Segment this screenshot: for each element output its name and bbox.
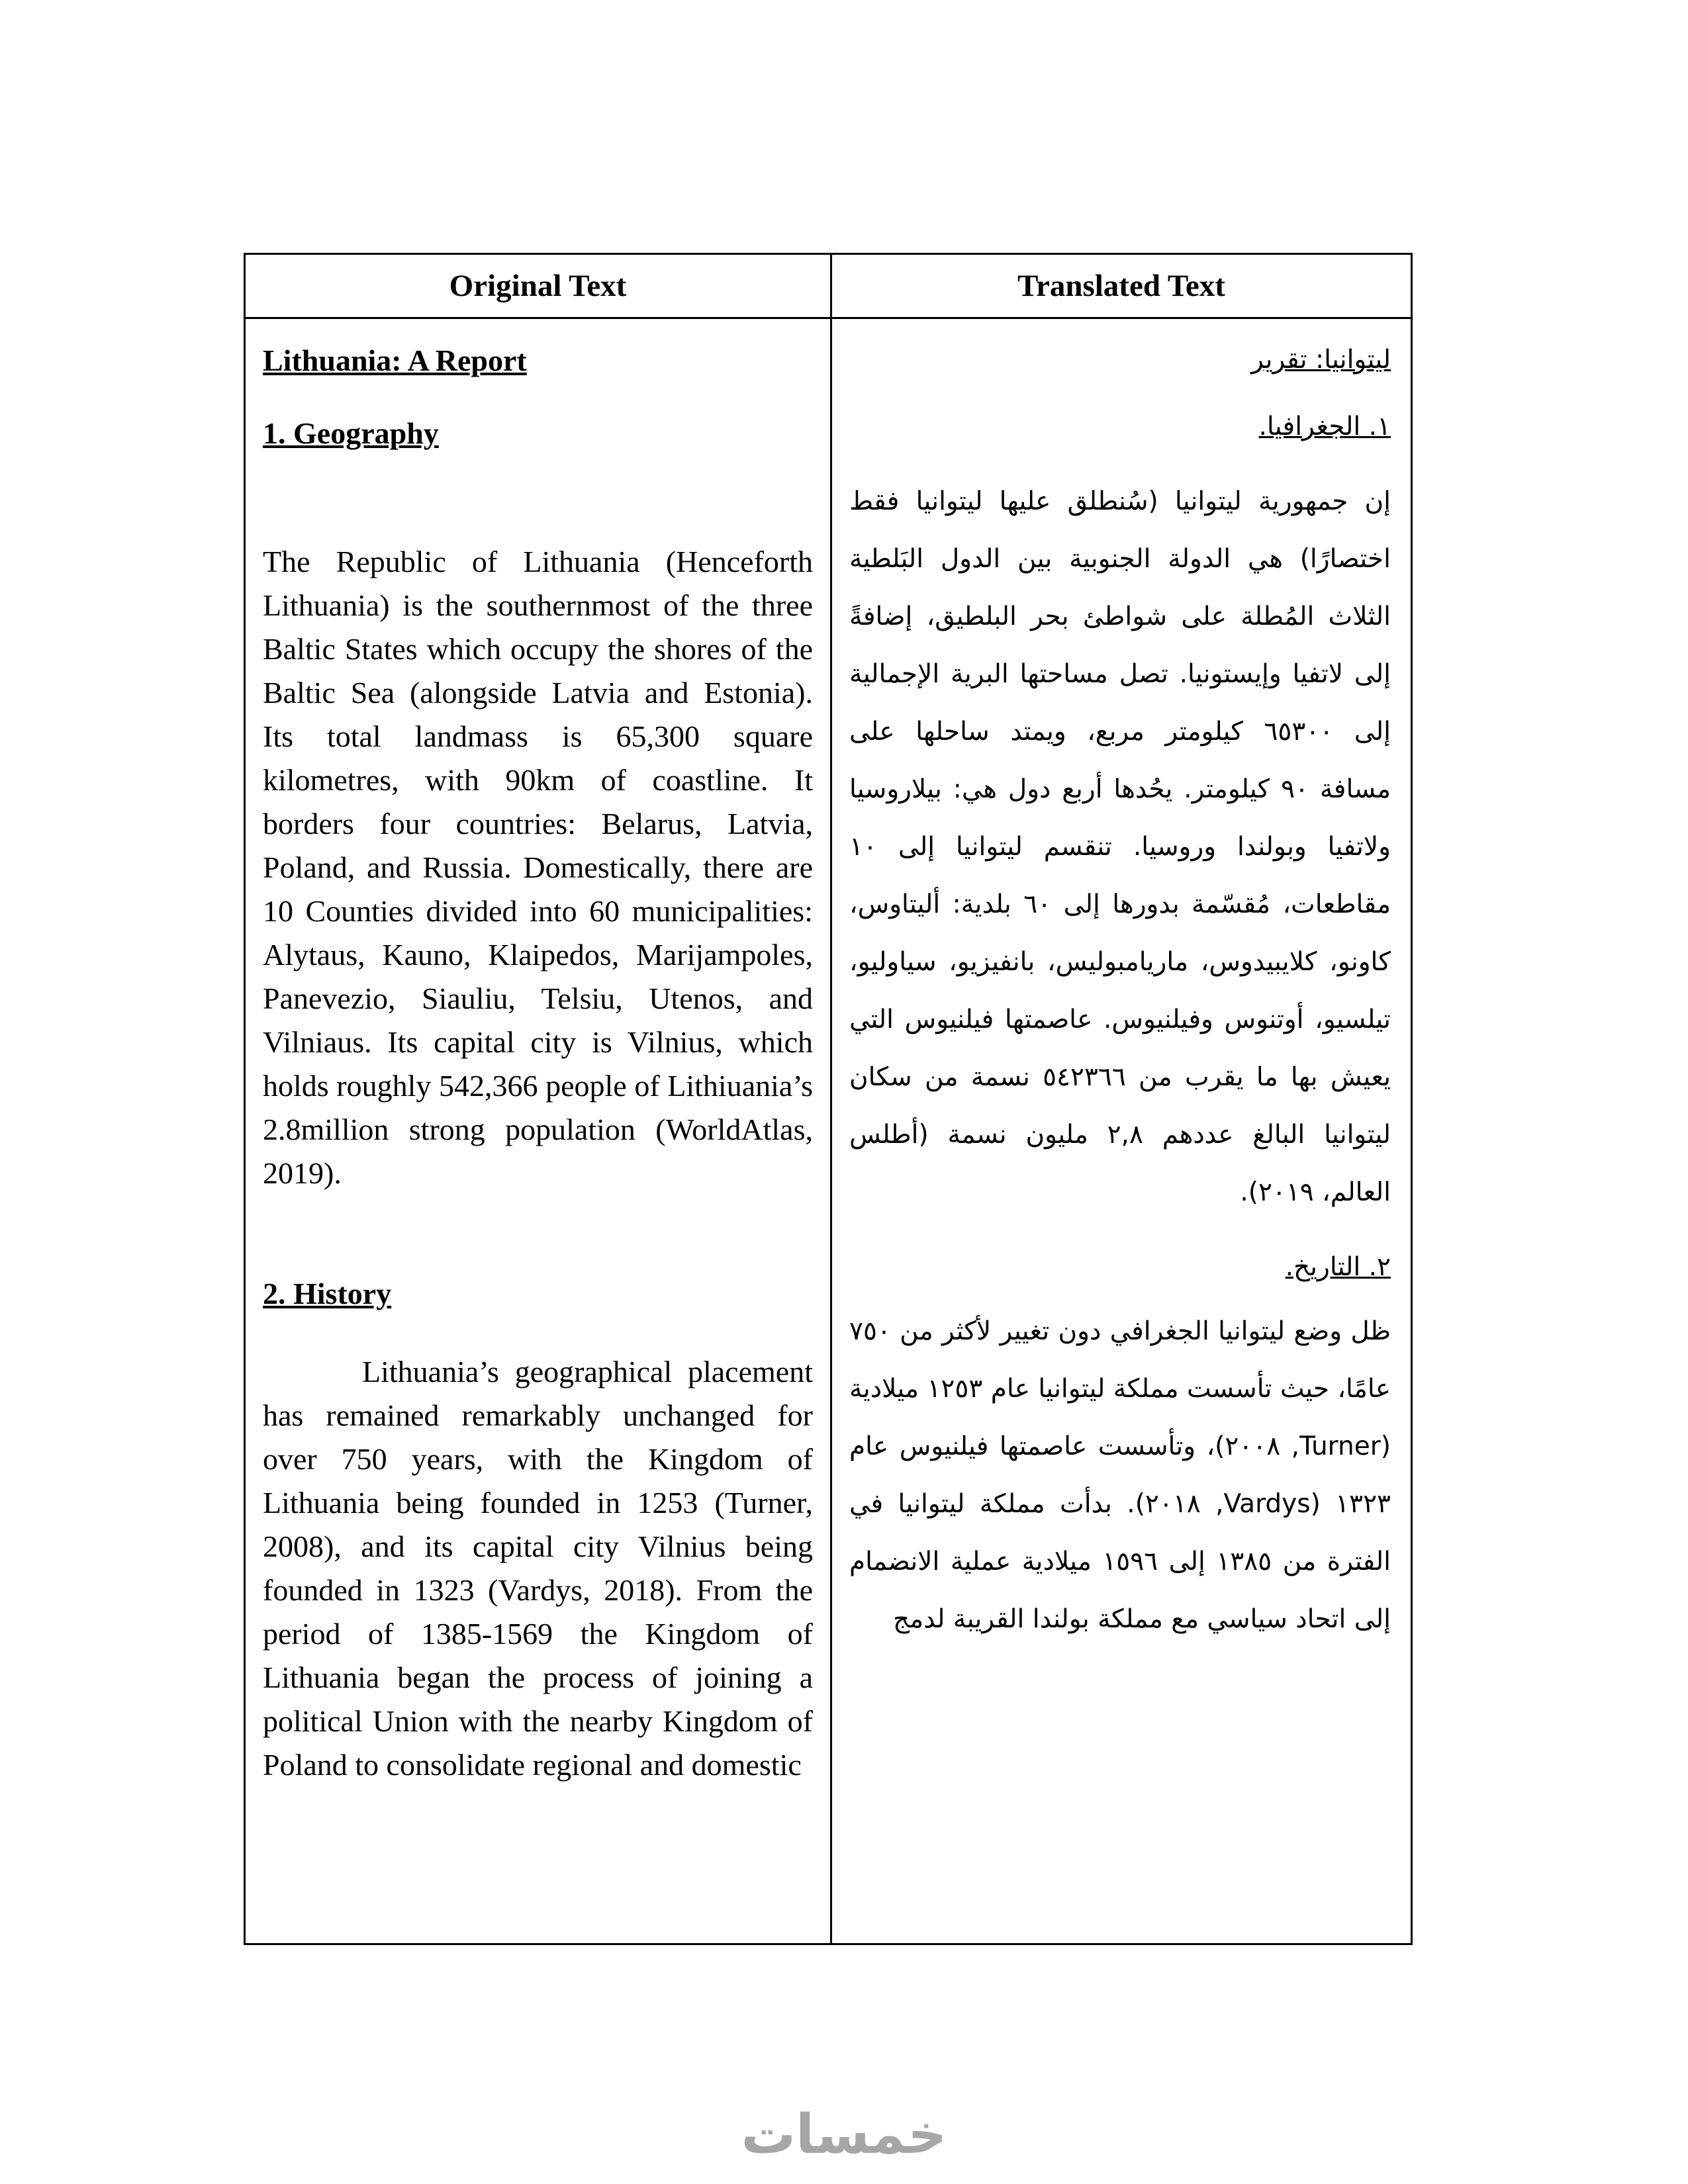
history-section-heading-arabic: ٢. التاريخ.: [1285, 1252, 1391, 1282]
report-title: Lithuania: A Report: [263, 343, 527, 377]
translated-text-cell: [832, 319, 1411, 1943]
khamsat-watermark: [0, 2103, 1688, 2166]
history-paragraph: Lithuania’s geographical placement has remained remarkably unchanged for over 750 years, with the Kingdom of Lithuania being founded in 1253 (Turner, 2008), and its capital city Vilnius being founded in 1323 (Vardys, 2018). From the period of 1385-1569 the Kingdom of Lithuania began the process of joining a political Union with the nearby Kingdom of Poland to consolidate regional and domestic: [263, 1355, 813, 1782]
khamsat-logo-text: خمسات: [741, 2103, 947, 2166]
history-paragraph-arabic: ظل وضع ليتوانيا الجغرافي دون تغيير لأكثر من ٧٥٠ عامًا، حيث تأسست مملكة ليتوانيا عام ١٢٥٣ ميلادية (Turner, ٢٠٠٨)، وتأسست عاصمتها فيلنيوس عام ١٣٢٣ (Vardys, ٢٠١٨). بدأت مملكة ليتوانيا في الفترة من ١٣٨٥ إلى ١٥٩٦ ميلادية عملية الانضمام إلى اتحاد سياسي مع مملكة بولندا القريبة لدمج: [849, 1316, 1391, 1634]
original-text-cell: [246, 319, 832, 1943]
history-section-heading: 2. History: [263, 1277, 392, 1310]
column-header-original-text: Original Text: [246, 255, 832, 319]
translation-table: [244, 253, 1413, 1945]
report-title-arabic: ليتوانيا: تقرير: [1251, 345, 1391, 375]
geography-paragraph-arabic: إن جمهورية ليتوانيا (سُنطلق عليها ليتوانيا فقط اختصارًا) هي الدولة الجنوبية بين الدول البَلطية الثلاث المُطلة على شواطئ بحر البلطيق، إضافةً إلى لاتفيا وإيستونيا. تصل مساحتها البرية الإجمالية إلى ٦٥٣٠٠ كيلومتر مربع، ويمتد ساحلها على مسافة ٩٠ كيلومتر. يحُدها أربع دول هي: بيلاروسيا ولاتفيا وبولندا وروسيا. تنقسم ليتوانيا إلى ١٠ مقاطعات، مُقسّمة بدورها إلى ٦٠ بلدية: أليتاوس، كاونو، كلايبيدوس، ماريامبوليس، بانفيزيو، سياوليو، تيلسيو، أوتنوس وفيلنيوس. عاصمتها فيلنيوس التي يعيش بها ما يقرب من ٥٤٢٣٦٦ نسمة من سكان ليتوانيا البالغ عددهم ٢,٨ مليون نسمة (أطلس العالم، ٢٠١٩).: [849, 486, 1391, 1207]
geography-paragraph: The Republic of Lithuania (Henceforth Lithuania) is the southernmost of the three Baltic States which occupy the shores of the Baltic Sea (alongside Latvia and Estonia). Its total landmass is 65,300 square kilometres, with 90km of coastline. It borders four countries: Belarus, Latvia, Poland, and Russia. Domestically, there are 10 Counties divided into 60 municipalities: Alytaus, Kauno, Klaipedos, Marijampoles, Panevezio, Siauliu, Telsiu, Utenos, and Vilniaus. Its capital city is Vilnius, which holds roughly 542,366 people of Lithiuania’s 2.8million strong population (WorldAtlas, 2019).: [263, 545, 813, 1190]
column-header-translated-text: Translated Text: [832, 255, 1411, 319]
geography-section-heading-arabic: ١. الجغرافيا.: [1258, 412, 1391, 441]
geography-section-heading: 1. Geography: [263, 416, 439, 450]
